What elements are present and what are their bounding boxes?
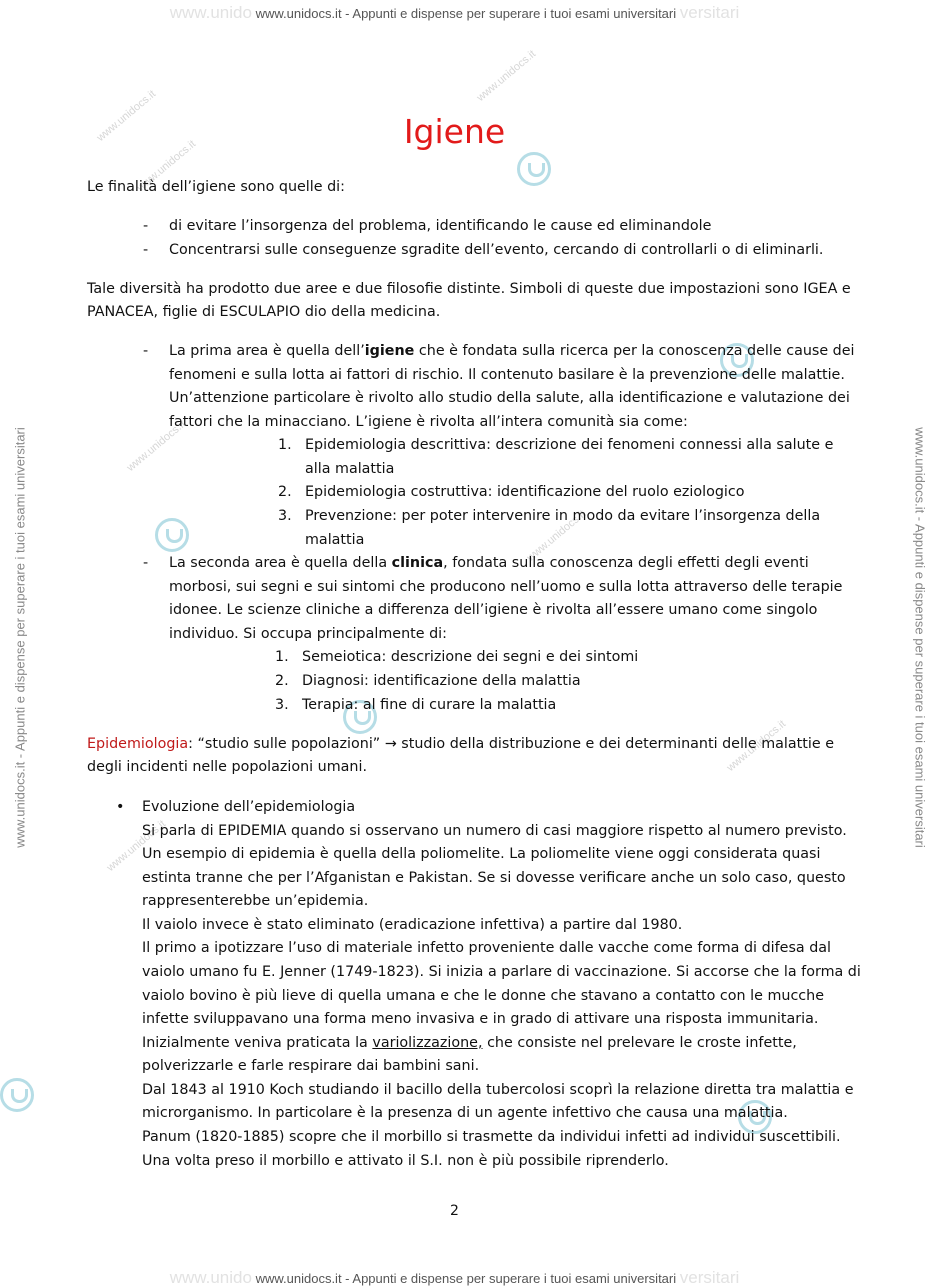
area1-term: igiene [364, 343, 415, 359]
watermark-ghost-left-bottom: www.unido [169, 1268, 252, 1287]
watermark-top [0, 3, 909, 23]
bullet-dash: - [143, 218, 149, 234]
aim-item: Concentrarsi sulle conseguenze sgradite dell’evento, cercando di controllarli o di eliminarli. [169, 242, 824, 258]
list-number: 3. [275, 697, 289, 713]
area2-pre: La seconda area è quella della [169, 555, 392, 571]
section-heading: Evoluzione dell’epidemiologia [142, 799, 356, 815]
list-number: 2. [278, 484, 292, 500]
watermark-diagonal: www.unidocs.it [104, 818, 169, 874]
watermark-ghost-right: versitari [679, 3, 740, 22]
watermark-bottom [0, 1268, 909, 1288]
paragraph-line: Il primo a ipotizzare l’uso di materiale infetto proveniente dalle vacche come forma di difesa dal [142, 940, 832, 956]
bullet-dash: - [143, 555, 149, 571]
area2-term: clinica [391, 555, 444, 571]
variolization-post: che consiste nel prelevare le croste infette, [482, 1035, 797, 1051]
list-number: 3. [278, 508, 292, 524]
epidemiology-term: Epidemiologia [87, 736, 189, 752]
paragraph-line: PANACEA, figlie di ESCULAPIO dio della medicina. [87, 304, 441, 320]
paragraph-line: Panum (1820-1885) scopre che il morbillo si trasmette da individui infetti ad individui suscettibili. [142, 1129, 841, 1145]
area2-post: , fondata sulla conoscenza degli effetti degli eventi [443, 555, 809, 571]
watermark-diagonal: www.unidocs.it [94, 88, 159, 144]
variolization-term: variolizzazione, [372, 1035, 483, 1051]
list-number: 1. [278, 437, 292, 453]
list-number: 2. [275, 673, 289, 689]
variolization-pre: Inizialmente veniva praticata la [142, 1035, 373, 1051]
page-number: 2 [450, 1203, 459, 1219]
bullet-dash: - [143, 242, 149, 258]
paragraph-line: infette sviluppavano una forma meno invasiva e in grado di attivare una risposta immunitaria. [142, 1011, 819, 1027]
watermark-bottom-text: www.unidocs.it - Appunti e dispense per superare i tuoi esami universitari [255, 1271, 677, 1286]
area1-first-line [169, 340, 855, 364]
paragraph-line: Un esempio di epidemia è quella della poliomelite. La poliomelite viene oggi considerata quasi [142, 846, 821, 862]
paragraph-line: degli incidenti nelle popolazioni umani. [87, 759, 368, 775]
paragraph-line: rappresenterebbe un’epidemia. [142, 893, 369, 909]
watermark-ghost-right-bottom: versitari [679, 1268, 740, 1287]
watermark-diagonal: www.unidocs.it [524, 508, 589, 564]
variolization-line [142, 1032, 797, 1056]
list-number: 1. [275, 649, 289, 665]
unidocs-logo-icon [0, 1078, 34, 1112]
paragraph-line: polverizzarle e farle respirare dai bambini sani. [142, 1058, 480, 1074]
list-item: Prevenzione: per poter intervenire in modo da evitare l’insorgenza della [305, 508, 821, 524]
unidocs-logo-icon [517, 152, 551, 186]
paragraph-line: Una volta preso il morbillo e attivato il S.I. non è più possibile riprenderlo. [142, 1153, 669, 1169]
watermark-left: www.unidocs.it - Appunti e dispense per superare i tuoi esami universitari [12, 427, 28, 848]
paragraph-line: Dal 1843 al 1910 Koch studiando il bacillo della tubercolosi scoprì la relazione diretta tra malattia e [142, 1082, 854, 1098]
list-item: Diagnosi: identificazione della malattia [302, 673, 581, 689]
bullet-dot: • [116, 799, 125, 815]
paragraph-line: idonee. Le scienze cliniche a differenza dell’igiene è rivolta all’essere umano come singolo [169, 602, 818, 618]
area2-first-line [169, 552, 809, 576]
paragraph-line: vaiolo umano fu E. Jenner (1749-1823). Si inizia a parlare di vaccinazione. Si accorse che la forma di [142, 964, 861, 980]
unidocs-logo-icon [155, 518, 189, 552]
list-item: Terapia: al fine di curare la malattia [302, 697, 557, 713]
list-item: malattia [305, 532, 365, 548]
epidemiology-rest: : “studio sulle popolazioni” → studio della distribuzione e dei determinanti delle malattie e [188, 736, 834, 752]
list-item: alla malattia [305, 461, 395, 477]
paragraph-line: Il vaiolo invece è stato eliminato (eradicazione infettiva) a partire dal 1980. [142, 917, 683, 933]
list-item: Epidemiologia costruttiva: identificazione del ruolo eziologico [305, 484, 745, 500]
intro-text: Le finalità dell’igiene sono quelle di: [87, 179, 345, 195]
area1-post: che è fondata sulla ricerca per la conoscenza delle cause dei [414, 343, 855, 359]
bullet-dash: - [143, 343, 149, 359]
epidemiology-definition [87, 733, 834, 757]
area1-pre: La prima area è quella dell’ [169, 343, 365, 359]
paragraph-line: estinta tranne che per l’Afganistan e Pakistan. Se si dovesse verificare anche un solo caso, questo [142, 870, 846, 886]
paragraph-line: fenomeni e sulla lotta ai fattori di rischio. Il contenuto basilare è la prevenzione delle malattie. [169, 367, 845, 383]
paragraph-line: fattori che la minacciano. L’igiene è rivolta all’intera comunità sia come: [169, 414, 688, 430]
watermark-diagonal: www.unidocs.it [134, 138, 199, 194]
page-title: Igiene [403, 112, 506, 151]
watermark-diagonal: www.unidocs.it [124, 418, 189, 474]
list-item: Epidemiologia descrittiva: descrizione dei fenomeni connessi alla salute e [305, 437, 834, 453]
paragraph-line: Tale diversità ha prodotto due aree e due filosofie distinte. Simboli di queste due impostazioni sono IGEA e [87, 281, 851, 297]
paragraph-line: Un’attenzione particolare è rivolto allo studio della salute, alla identificazione e valutazione dei [169, 390, 850, 406]
watermark-diagonal: www.unidocs.it [724, 718, 789, 774]
watermark-top-text: www.unidocs.it - Appunti e dispense per superare i tuoi esami universitari [255, 6, 677, 21]
paragraph-line: vaiolo bovino è più lieve di quella umana e che le donne che stavano a contatto con le mucche [142, 988, 825, 1004]
paragraph-line: Si parla di EPIDEMIA quando si osservano un numero di casi maggiore rispetto al numero previsto. [142, 823, 847, 839]
list-item: Semeiotica: descrizione dei segni e dei sintomi [302, 649, 639, 665]
watermark-diagonal: www.unidocs.it [474, 48, 539, 104]
paragraph-line: morbosi, sui segni e sui sintomi che producono nell’uomo e sulla lotta attraverso delle terapie [169, 579, 843, 595]
paragraph-line: individuo. Si occupa principalmente di: [169, 626, 447, 642]
watermark-right: www.unidocs.it - Appunti e dispense per superare i tuoi esami universitari [912, 427, 928, 848]
aim-item: di evitare l’insorgenza del problema, identificando le cause ed eliminandole [169, 218, 712, 234]
paragraph-line: microrganismo. In particolare è la presenza di un agente infettivo che causa una malattia. [142, 1105, 788, 1121]
watermark-ghost-left: www.unido [169, 3, 252, 22]
